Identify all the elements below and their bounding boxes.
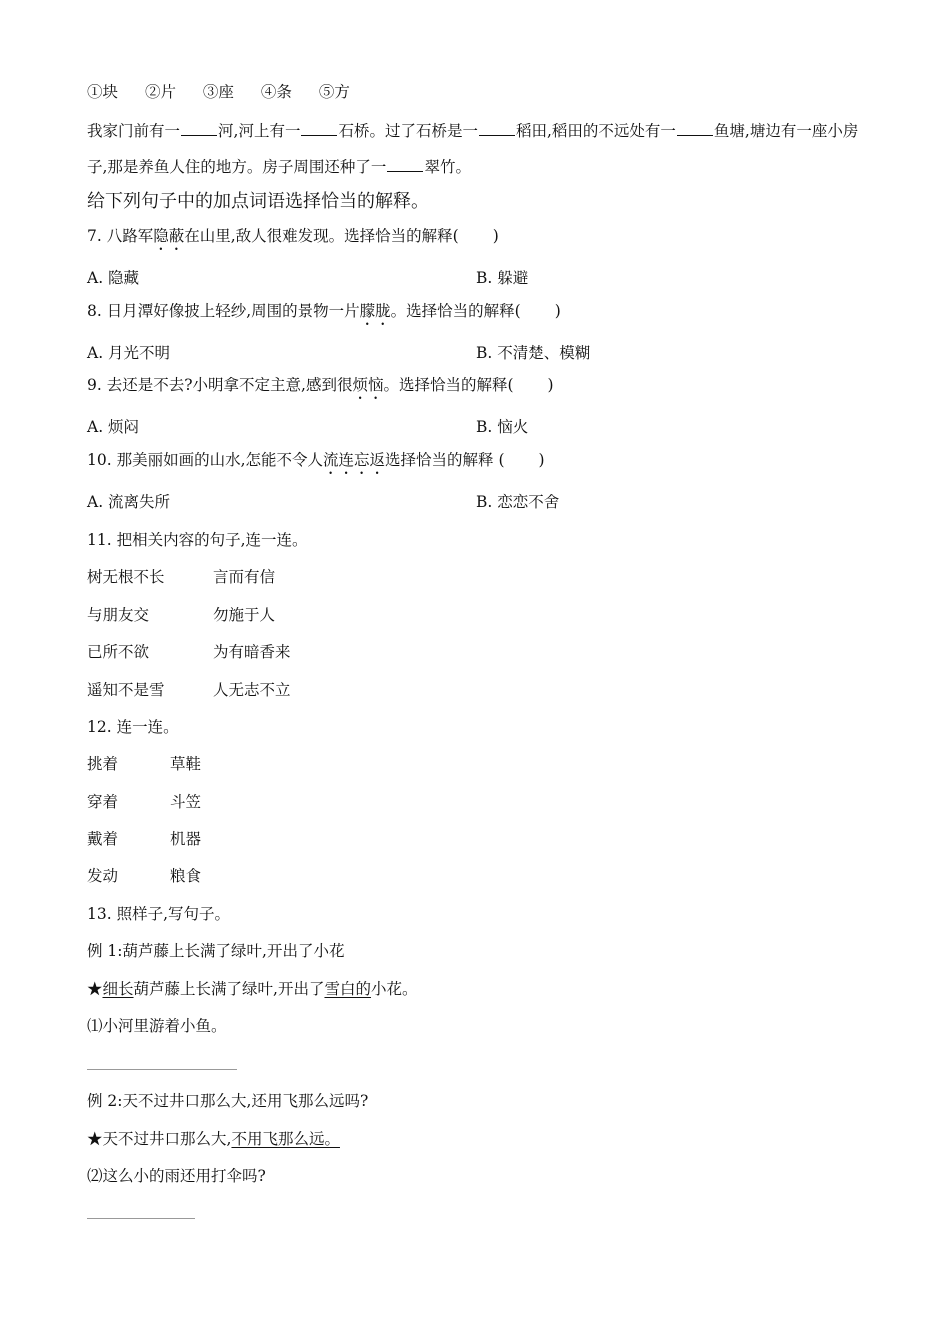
dotted-word: 朦胧: [359, 302, 391, 320]
answer-line-1[interactable]: [87, 1069, 237, 1070]
blank-3[interactable]: [479, 121, 515, 136]
question-11-title: 11. 把相关内容的句子,连一连。: [87, 531, 308, 549]
exercise-1: ⑴小河里游着小鱼。: [87, 1017, 227, 1035]
q12-left-2[interactable]: 穿着: [87, 793, 119, 811]
question-9: 9. 去还是不去?小明拿不定主意,感到很烦恼。选择恰当的解释( ): [87, 376, 554, 394]
q9-option-a[interactable]: A. 烦闷: [87, 418, 140, 436]
q8-option-b[interactable]: B. 不清楚、模糊: [476, 344, 591, 362]
q11-right-4[interactable]: 人无志不立: [213, 681, 291, 699]
blank-4[interactable]: [677, 121, 713, 136]
blank-5[interactable]: [387, 157, 423, 172]
q7-option-b[interactable]: B. 躲避: [476, 269, 529, 287]
q10-option-a[interactable]: A. 流离失所: [87, 493, 171, 511]
section-heading: 给下列句子中的加点词语选择恰当的解释。: [87, 191, 429, 212]
question-7: 7. 八路军隐蔽在山里,敌人很难发现。选择恰当的解释( ): [87, 227, 499, 245]
q11-right-3[interactable]: 为有暗香来: [213, 643, 291, 661]
q10-option-b[interactable]: B. 恋恋不舍: [476, 493, 560, 511]
q11-left-3[interactable]: 已所不欲: [87, 643, 150, 661]
option-3: ③座: [202, 83, 234, 101]
option-1: ①块: [87, 83, 119, 101]
blank-2[interactable]: [301, 121, 337, 136]
example-2: 例 2:天不过井口那么大,还用飞那么远吗?: [87, 1092, 369, 1110]
dotted-word: 烦恼: [352, 376, 384, 394]
star-icon: ★: [87, 980, 103, 998]
dotted-word: 流连忘返: [323, 451, 386, 469]
measure-word-options: [87, 82, 372, 102]
q11-right-1[interactable]: 言而有信: [213, 568, 276, 586]
answer-line-2[interactable]: [87, 1218, 195, 1219]
q11-right-2[interactable]: 勿施于人: [213, 606, 276, 624]
q12-right-3[interactable]: 机器: [170, 830, 202, 848]
dotted-word: 隐蔽: [153, 227, 185, 245]
blank-1[interactable]: [181, 121, 217, 136]
example-1-answer: ★细长葫芦藤上长满了绿叶,开出了雪白的小花。: [87, 980, 418, 998]
fill-blank-line-2: 子,那是养鱼人住的地方。房子周围还种了一 翠竹。: [87, 158, 471, 176]
q12-right-1[interactable]: 草鞋: [170, 755, 202, 773]
q12-right-2[interactable]: 斗笠: [170, 793, 202, 811]
q11-left-4[interactable]: 遥知不是雪: [87, 681, 165, 699]
option-5: ⑤方: [318, 83, 350, 101]
q11-left-2[interactable]: 与朋友交: [87, 606, 150, 624]
example-2-answer: ★天不过井口那么大,不用飞那么远。: [87, 1130, 340, 1148]
question-13-title: 13. 照样子,写句子。: [87, 905, 231, 923]
question-8: 8. 日月潭好像披上轻纱,周围的景物一片朦胧。选择恰当的解释( ): [87, 302, 561, 320]
star-icon: ★: [87, 1130, 103, 1148]
option-4: ④条: [260, 83, 292, 101]
q12-left-1[interactable]: 挑着: [87, 755, 119, 773]
q12-right-4[interactable]: 粮食: [170, 867, 202, 885]
q8-option-a[interactable]: A. 月光不明: [87, 344, 171, 362]
question-10: 10. 那美丽如画的山水,怎能不令人流连忘返选择恰当的解释 ( ): [87, 451, 545, 469]
fill-blank-line-1: 我家门前有一 河,河上有一 石桥。过了石桥是一 稻田,稻田的不远处有一 鱼塘,塘边有一座小房: [87, 122, 859, 140]
question-12-title: 12. 连一连。: [87, 718, 179, 736]
option-2: ②片: [144, 83, 176, 101]
q12-left-3[interactable]: 戴着: [87, 830, 119, 848]
q11-left-1[interactable]: 树无根不长: [87, 568, 165, 586]
example-1: 例 1:葫芦藤上长满了绿叶,开出了小花: [87, 942, 345, 960]
q9-option-b[interactable]: B. 恼火: [476, 418, 529, 436]
q7-option-a[interactable]: A. 隐藏: [87, 269, 140, 287]
q12-left-4[interactable]: 发动: [87, 867, 119, 885]
exercise-2: ⑵这么小的雨还用打伞吗?: [87, 1167, 266, 1185]
